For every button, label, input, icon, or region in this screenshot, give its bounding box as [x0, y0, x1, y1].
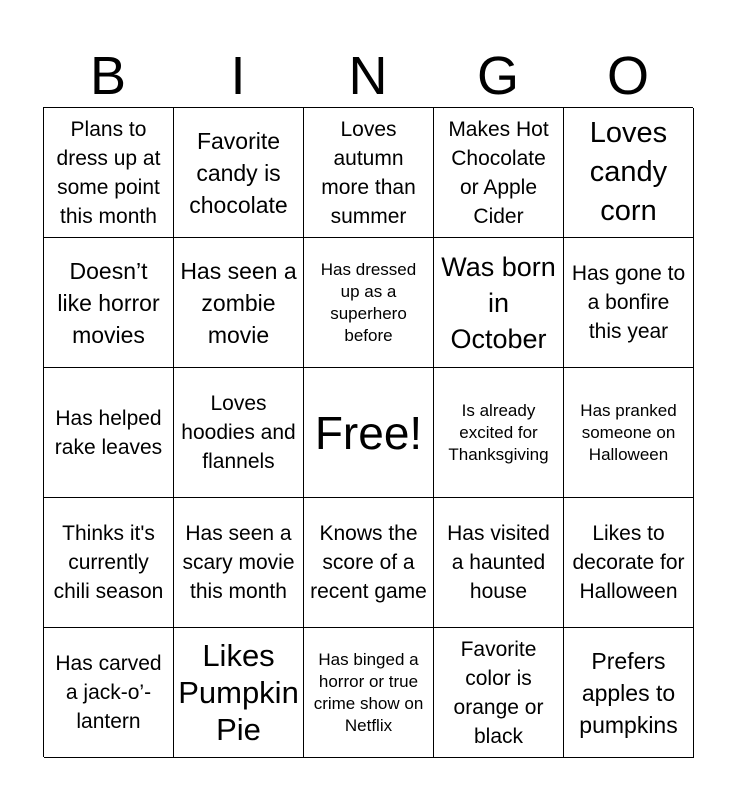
cell-text: Has carved a jack-o’-lantern: [55, 652, 162, 733]
cell-text: Loves autumn more than summer: [321, 117, 416, 228]
cell-text: Likes Pumpkin Pie: [178, 638, 299, 747]
cell-text: Favorite candy is chocolate: [189, 127, 288, 218]
cell-text: Has visited a haunted house: [447, 522, 550, 603]
cell-text: Has helped rake leaves: [54, 406, 163, 459]
bingo-cell[interactable]: [564, 108, 694, 238]
cell-text: Doesn’t like horror movies: [57, 257, 160, 348]
bingo-cell[interactable]: [434, 368, 564, 498]
header-letter-o: O: [606, 46, 649, 106]
cell-text: Loves candy corn: [589, 117, 668, 227]
cell-text: Has seen a scary movie this month: [182, 522, 295, 603]
bingo-cell[interactable]: [564, 238, 694, 368]
bingo-cell[interactable]: [564, 368, 694, 498]
bingo-cell[interactable]: [304, 628, 434, 758]
bingo-cell[interactable]: [434, 108, 564, 238]
cell-text: Has dressed up as a superhero before: [320, 259, 417, 345]
bingo-cell[interactable]: [564, 498, 694, 628]
cell-text: Makes Hot Chocolate or Apple Cider: [448, 117, 549, 228]
cell-text: Was born in October: [441, 251, 556, 354]
bingo-cell[interactable]: [44, 628, 174, 758]
bingo-cell[interactable]: [304, 498, 434, 628]
header-letter-n: N: [348, 46, 388, 106]
bingo-cell[interactable]: [174, 368, 304, 498]
cell-text: Has seen a zombie movie: [180, 257, 297, 348]
cell-text: Loves hoodies and flannels: [181, 392, 296, 473]
bingo-cell[interactable]: [434, 238, 564, 368]
cell-text: Has gone to a bonfire this year: [571, 262, 686, 343]
cell-text: Knows the score of a recent game: [310, 522, 427, 603]
free-space-text: Free!: [314, 406, 423, 459]
bingo-cell[interactable]: [564, 628, 694, 758]
free-space-cell[interactable]: [304, 368, 434, 498]
bingo-cell[interactable]: [44, 238, 174, 368]
header-letter-i: I: [230, 46, 246, 106]
cell-text: Favorite color is orange or black: [453, 637, 544, 748]
bingo-cell[interactable]: [304, 238, 434, 368]
bingo-cell[interactable]: [44, 368, 174, 498]
cell-text: Has binged a horror or true crime show on Netflix: [313, 649, 424, 735]
bingo-cell[interactable]: [304, 108, 434, 238]
bingo-cell[interactable]: [174, 498, 304, 628]
bingo-cell[interactable]: [174, 108, 304, 238]
bingo-cell[interactable]: [174, 628, 304, 758]
cell-text: Plans to dress up at some point this month: [56, 117, 161, 228]
bingo-cell[interactable]: [44, 108, 174, 238]
cell-text: Likes to decorate for Halloween: [572, 522, 685, 603]
bingo-cell[interactable]: [174, 238, 304, 368]
bingo-header: [43, 44, 693, 108]
bingo-cell[interactable]: [434, 498, 564, 628]
header-letter-g: G: [476, 46, 519, 106]
bingo-board: [43, 107, 693, 757]
cell-text: Is already excited for Thanksgiving: [448, 400, 549, 464]
cell-text: Has pranked someone on Halloween: [580, 400, 677, 464]
cell-text: Thinks it's currently chili season: [53, 522, 164, 603]
bingo-cell[interactable]: [434, 628, 564, 758]
header-letter-b: B: [89, 46, 127, 106]
cell-text: Prefers apples to pumpkins: [579, 647, 678, 738]
bingo-cell[interactable]: [44, 498, 174, 628]
